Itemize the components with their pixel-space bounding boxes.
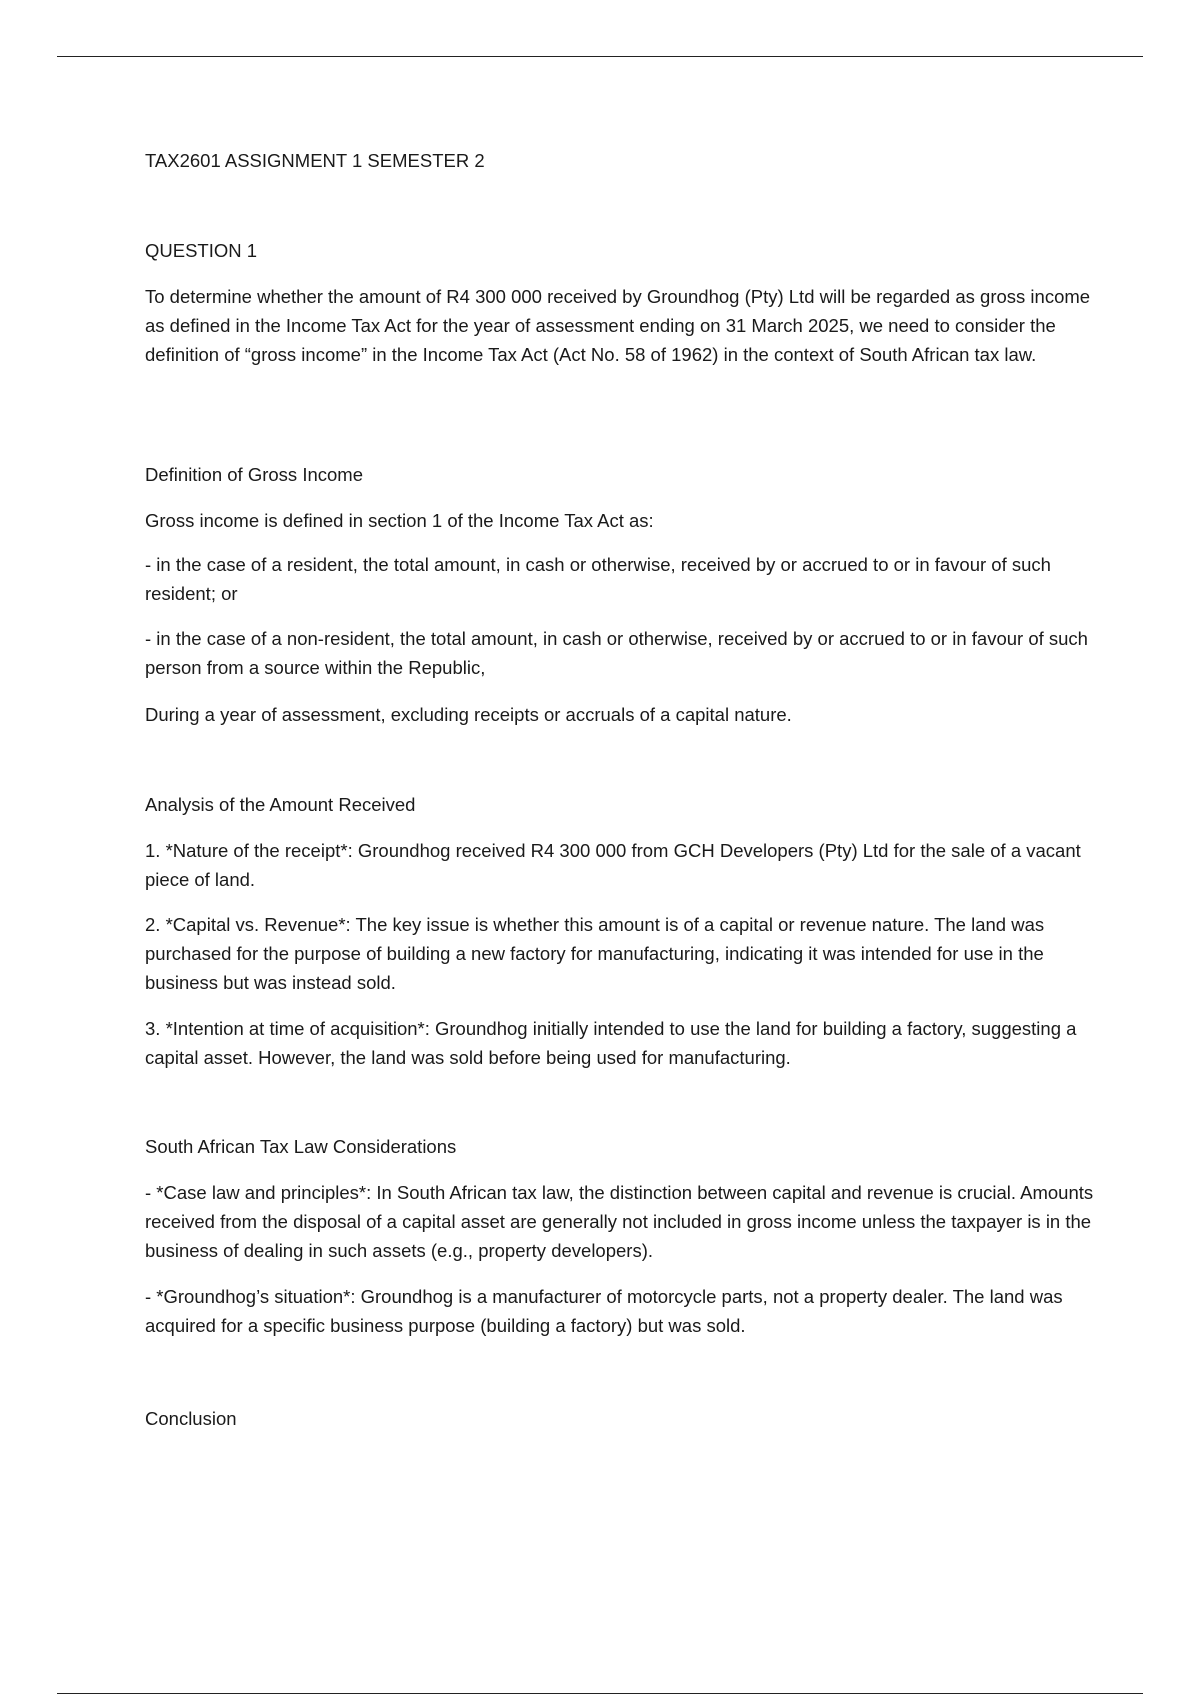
analysis-heading: Analysis of the Amount Received [145,794,416,815]
document-title: TAX2601 ASSIGNMENT 1 SEMESTER 2 [145,150,485,171]
footer-rule [57,1693,1143,1694]
conclusion-heading: Conclusion [145,1408,237,1429]
analysis-item-3: 3. *Intention at time of acquisition*: Groundhog initially intended to use the land for building a factory, suggesting a capital asset. However, the land was sold before being used for manufacturing. [145,1018,1077,1068]
sa-law-item-1: - *Case law and principles*: In South African tax law, the distinction between capital and revenue is crucial. Amounts received from the disposal of a capital asset are generally not included in gross income unless the taxpayer is in the business of dealing in such assets (e.g., property developers). [145,1182,1094,1261]
analysis-item-2: 2. *Capital vs. Revenue*: The key issue is whether this amount is of a capital or revenue nature. The land was purchased for the purpose of building a new factory for manufacturing, indicating it was intended for use in the business but was instead sold. [145,914,1045,993]
definition-non-resident: - in the case of a non-resident, the total amount, in cash or otherwise, received by or accrued to or in favour of such person from a source within the Republic, [145,628,1088,678]
analysis-item-1: 1. *Nature of the receipt*: Groundhog received R4 300 000 from GCH Developers (Pty) Ltd for the sale of a vacant piece of land. [145,840,1081,890]
intro-paragraph: To determine whether the amount of R4 300 000 received by Groundhog (Pty) Ltd will be regarded as gross income as defined in the Income Tax Act for the year of assessment ending on 31 March 2025, we need to consider the definition of “gross income” in the Income Tax Act (Act No. 58 of 1962) in the context of South African tax law. [145,286,1091,365]
definition-heading: Definition of Gross Income [145,464,363,485]
definition-resident: - in the case of a resident, the total amount, in cash or otherwise, received by or accrued to or in favour of such resident; or [145,554,1051,604]
definition-lead: Gross income is defined in section 1 of the Income Tax Act as: [145,510,654,531]
header-rule [57,56,1143,57]
question-heading: QUESTION 1 [145,240,258,261]
sa-law-heading: South African Tax Law Considerations [145,1136,457,1157]
definition-closing: During a year of assessment, excluding receipts or accruals of a capital nature. [145,704,792,725]
sa-law-item-2: - *Groundhog’s situation*: Groundhog is a manufacturer of motorcycle parts, not a property dealer. The land was acquired for a specific business purpose (building a factory) but was sold. [145,1286,1063,1336]
